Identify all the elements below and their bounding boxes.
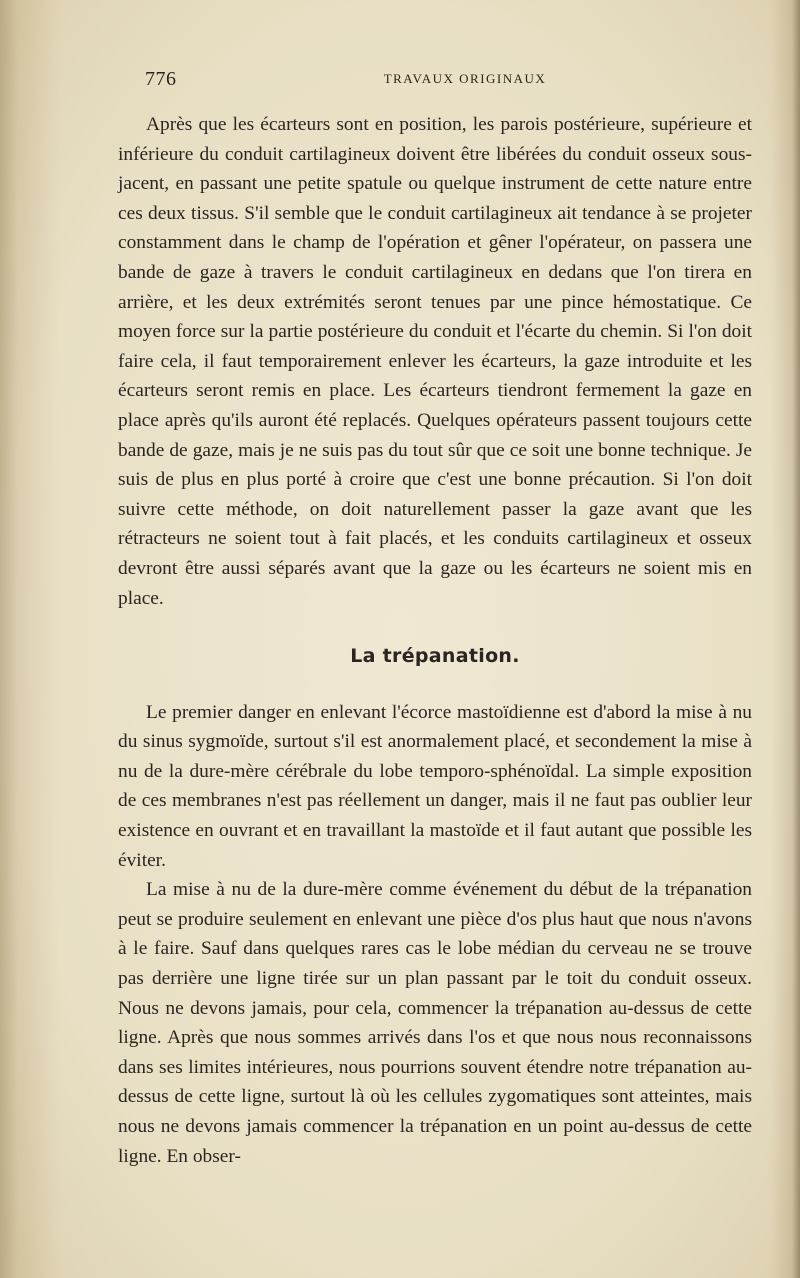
running-head: TRAVAUX ORIGINAUX [383, 71, 547, 86]
paragraph-3: La mise à nu de la dure-mère comme événement du début de la trépanation peut se produire seulement en enlevant une pièce d'os plus haut que nous n'avons à le faire. Sauf dans quelques rares cas le lobe médian du cerveau ne se trouve pas derrière une ligne tirée sur un plan passant par le toit du conduit osseux. Nous ne devons jamais, pour cela, commencer la trépanation au-dessus de cette ligne. Après que nous sommes arrivés dans l'os et que nous nous reconnaissons dans ses limites intérieures, nous pourrions souvent étendre notre trépanation au-dessus de cette ligne, surtout là où les cellules zygomatiques sont atteintes, mais nous ne devons jamais commencer la trépanation en un point au-dessus de cette ligne. En obser- [118, 879, 752, 1167]
page-body [118, 110, 752, 1171]
page-number: 776 [145, 68, 177, 90]
page-edge-shadow [792, 0, 800, 1278]
section-title: La trépanation. [350, 645, 520, 668]
paragraph-2: Le premier danger en enlevant l'écorce mastoïdienne est d'abord la mise à nu du sinus sygmoïde, surtout s'il est anormalement placé, et secondement la mise à nu de la dure-mère cérébrale du lobe temporo-sphénoïdal. La simple exposition de ces membranes n'est pas réellement un danger, mais il ne faut pas oublier leur existence en ouvrant et en travaillant la mastoïde et il faut autant que possible les éviter. [118, 701, 752, 871]
paragraph-1: Après que les écarteurs sont en position, les parois postérieure, supérieure et inférieure du conduit cartilagineux doivent être libérées du conduit osseux sous-jacent, en passant une petite spatule ou quelque instrument de cette nature entre ces deux tissus. S'il semble que le conduit cartilagineux ait tendance à se projeter constamment dans le champ de l'opération et gêner l'opérateur, on passera une bande de gaze à travers le conduit cartilagineux en dedans que l'on tirera en arrière, et les deux extrémités seront tenues par une pince hémostatique. Ce moyen force sur la partie postérieure du conduit et l'écarte du chemin. Si l'on doit faire cela, il faut temporairement enlever les écarteurs, la gaze introduite et les écarteurs seront remis en place. Les écarteurs tiendront fermement la gaze en place après qu'ils auront été replacés. Quelques opérateurs passent toujours cette bande de gaze, mais je ne suis pas du tout sûr que ce soit une bonne technique. Je suis de plus en plus porté à croire que c'est une bonne précaution. Si l'on doit suivre cette méthode, on doit naturellement passer la gaze avant que les rétracteurs ne soient tout à fait placés, et les conduits cartilagineux et osseux devront être aussi séparés avant que la gaze ou les écarteurs ne soient mis en place. [118, 114, 752, 609]
page-header [145, 68, 755, 96]
